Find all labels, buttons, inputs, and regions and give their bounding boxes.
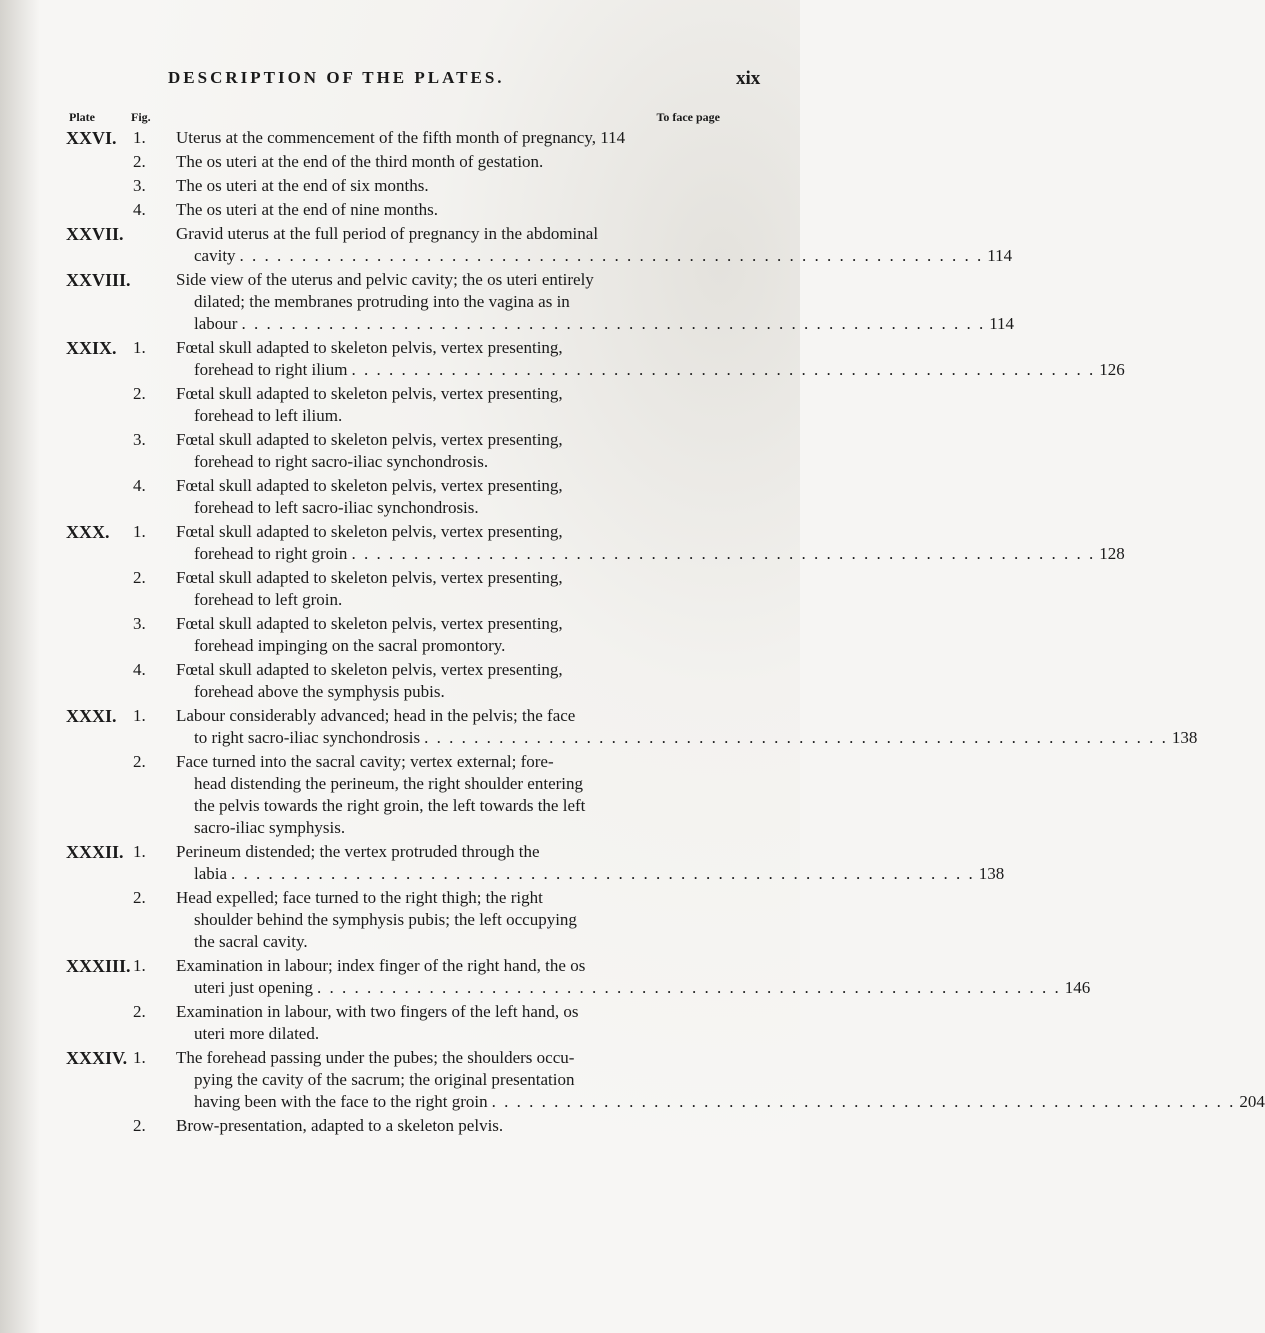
description-line: dilated; the membranes protruding into the vagina as in xyxy=(194,292,570,311)
description-leader-line xyxy=(176,245,1013,267)
column-headers xyxy=(0,110,800,128)
fig-number: 1. xyxy=(133,1048,146,1067)
plate-description xyxy=(176,199,708,221)
page-column-header: To face page xyxy=(656,110,720,124)
description-line: Uterus at the commencement of the fifth month of pregnancy, 114 xyxy=(176,128,626,147)
facing-page-number: 138 xyxy=(1171,728,1198,747)
description-leader-line xyxy=(176,359,1125,381)
fig-number: 2. xyxy=(133,152,146,171)
facing-page-number: 126 xyxy=(1099,360,1125,379)
dot-leader: . . . . . . . . . . . . . . . . . . . . . . . . . . . . . . . . . . . . . . . . . . . . . . . . . . . . . . . . . . . . xyxy=(231,864,975,883)
plate-number: XXX. xyxy=(66,522,110,542)
plate-description xyxy=(176,175,708,197)
description-line: forehead above the symphysis pubis. xyxy=(194,682,445,701)
plate-entry xyxy=(0,659,800,703)
plate-description xyxy=(176,613,708,657)
plate-entry xyxy=(0,1047,1265,1113)
plate-description xyxy=(176,705,1198,749)
description-leader-line xyxy=(176,977,1091,999)
description-line: Examination in labour, with two fingers of the left hand, os xyxy=(176,1002,579,1021)
description-leader-line xyxy=(176,863,1005,885)
plate-description xyxy=(176,337,1125,381)
dot-leader: . . . . . . . . . . . . . . . . . . . . . . . . . . . . . . . . . . . . . . . . . . . . . . . . . . . . . . . . . . . . xyxy=(316,978,1061,997)
fig-number: 1. xyxy=(133,706,146,725)
description-last-line: to right sacro-iliac synchondrosis xyxy=(194,728,421,747)
fig-number: 3. xyxy=(133,176,146,195)
fig-number: 1. xyxy=(133,128,146,147)
fig-number: 1. xyxy=(133,522,146,541)
description-line: The os uteri at the end of the third month of gestation. xyxy=(176,152,544,171)
plate-description xyxy=(176,659,708,703)
plate-description xyxy=(176,567,708,611)
facing-page-number: 138 xyxy=(978,864,1005,883)
description-line: Fœtal skull adapted to skeleton pelvis, vertex presenting, xyxy=(176,384,563,403)
plate-entry xyxy=(0,475,800,519)
header-title: DESCRIPTION OF THE PLATES. xyxy=(168,68,505,87)
fig-number: 4. xyxy=(133,200,146,219)
plate-description xyxy=(176,521,1125,565)
description-line: Perineum distended; the vertex protruded through the xyxy=(176,842,540,861)
dot-leader: . . . . . . . . . . . . . . . . . . . . . . . . . . . . . . . . . . . . . . . . . . . . . . . . . . . . . . . . . . . . xyxy=(351,544,1096,563)
description-line: Gravid uterus at the full period of pregnancy in the abdominal xyxy=(176,224,599,243)
plate-entry xyxy=(0,887,800,953)
plate-description xyxy=(176,841,1005,885)
description-line: Brow-presentation, adapted to a skeleton pelvis. xyxy=(176,1116,504,1135)
description-line: pying the cavity of the sacrum; the original presentation xyxy=(194,1070,575,1089)
facing-page-number: 204 xyxy=(1239,1092,1265,1111)
description-line: Fœtal skull adapted to skeleton pelvis, vertex presenting, xyxy=(176,614,563,633)
description-line: forehead to left sacro-iliac synchondrosis. xyxy=(194,498,479,517)
description-line: The os uteri at the end of six months. xyxy=(176,176,429,195)
header-page-number: xix xyxy=(736,68,761,89)
description-line: forehead to left groin. xyxy=(194,590,343,609)
plate-number: XXVIII. xyxy=(66,270,131,290)
plate-number: XXVII. xyxy=(66,224,124,244)
dot-leader: . . . . . . . . . . . . . . . . . . . . . . . . . . . . . . . . . . . . . . . . . . . . . . . . . . . . . . . . . . . . xyxy=(241,314,986,333)
plate-entry xyxy=(0,1115,800,1137)
plate-entry xyxy=(0,955,1091,999)
plate-entry xyxy=(0,175,800,197)
description-line: sacro-iliac symphysis. xyxy=(194,818,346,837)
plate-number: XXXIV. xyxy=(66,1048,128,1068)
fig-number: 4. xyxy=(133,660,146,679)
facing-page-number: 114 xyxy=(987,246,1013,265)
plate-description xyxy=(176,751,708,839)
fig-number: 3. xyxy=(133,430,146,449)
description-leader-line xyxy=(176,1091,1265,1113)
description-last-line: having been with the face to the right groin xyxy=(194,1092,488,1111)
plate-description xyxy=(176,955,1091,999)
plate-description xyxy=(176,475,708,519)
description-line: Labour considerably advanced; head in the pelvis; the face xyxy=(176,706,576,725)
plate-entry xyxy=(0,841,1005,885)
description-line: uteri more dilated. xyxy=(194,1024,320,1043)
description-last-line: labour xyxy=(194,314,238,333)
description-line: Face turned into the sacral cavity; vertex external; fore- xyxy=(176,752,554,771)
description-line: The os uteri at the end of nine months. xyxy=(176,200,439,219)
description-last-line: labia xyxy=(194,864,228,883)
description-line: forehead to left ilium. xyxy=(194,406,343,425)
fig-number: 2. xyxy=(133,752,146,771)
description-last-line: uteri just opening xyxy=(194,978,313,997)
dot-leader: . . . . . . . . . . . . . . . . . . . . . . . . . . . . . . . . . . . . . . . . . . . . . . . . . . . . . . . . . . . . xyxy=(424,728,1168,747)
fig-number: 1. xyxy=(133,842,146,861)
plate-entry xyxy=(0,223,1013,267)
facing-page-number: 114 xyxy=(989,314,1015,333)
description-line: Side view of the uterus and pelvic cavity; the os uteri entirely xyxy=(176,270,594,289)
description-line: forehead to right sacro-iliac synchondrosis. xyxy=(194,452,489,471)
plate-description xyxy=(176,127,708,149)
description-last-line: cavity xyxy=(194,246,236,265)
description-line: Fœtal skull adapted to skeleton pelvis, vertex presenting, xyxy=(176,568,563,587)
plate-entry xyxy=(0,613,800,657)
fig-number: 1. xyxy=(133,956,146,975)
description-line: Examination in labour; index finger of the right hand, the os xyxy=(176,956,586,975)
dot-leader: . . . . . . . . . . . . . . . . . . . . . . . . . . . . . . . . . . . . . . . . . . . . . . . . . . . . . . . . . . . . xyxy=(239,246,984,265)
description-leader-line xyxy=(176,313,1015,335)
plate-description xyxy=(176,151,708,173)
dot-leader: . . . . . . . . . . . . . . . . . . . . . . . . . . . . . . . . . . . . . . . . . . . . . . . . . . . . . . . . . . . . xyxy=(351,360,1096,379)
plate-number: XXXII. xyxy=(66,842,124,862)
running-header xyxy=(0,68,800,96)
plate-entry xyxy=(0,567,800,611)
plate-number: XXVI. xyxy=(66,128,117,148)
plate-description xyxy=(176,383,708,427)
facing-page-number: 146 xyxy=(1064,978,1091,997)
plate-description xyxy=(176,1001,708,1045)
dot-leader: . . . . . . . . . . . . . . . . . . . . . . . . . . . . . . . . . . . . . . . . . . . . . . . . . . . . . . . . . . . . xyxy=(491,1092,1236,1111)
plate-entry xyxy=(0,151,800,173)
plate-description xyxy=(176,1047,1265,1113)
plate-entry xyxy=(0,751,800,839)
description-line: shoulder behind the symphysis pubis; the left occupying xyxy=(194,910,577,929)
description-line: Head expelled; face turned to the right thigh; the right xyxy=(176,888,543,907)
plate-entry xyxy=(0,337,1125,381)
plate-description xyxy=(176,429,708,473)
fig-number: 1. xyxy=(133,338,146,357)
plate-number: XXIX. xyxy=(66,338,117,358)
description-last-line: forehead to right groin xyxy=(194,544,348,563)
fig-number: 4. xyxy=(133,476,146,495)
plate-number: XXXIII. xyxy=(66,956,131,976)
description-line: head distending the perineum, the right shoulder entering xyxy=(194,774,584,793)
description-line: the pelvis towards the right groin, the left towards the left xyxy=(194,796,586,815)
description-line: The forehead passing under the pubes; the shoulders occu- xyxy=(176,1048,575,1067)
description-line: Fœtal skull adapted to skeleton pelvis, vertex presenting, xyxy=(176,660,563,679)
plate-entry xyxy=(0,1001,800,1045)
plate-number: XXXI. xyxy=(66,706,117,726)
fig-number: 3. xyxy=(133,614,146,633)
description-line: Fœtal skull adapted to skeleton pelvis, vertex presenting, xyxy=(176,476,563,495)
description-line: the sacral cavity. xyxy=(194,932,308,951)
fig-number: 2. xyxy=(133,1002,146,1021)
description-line: Fœtal skull adapted to skeleton pelvis, vertex presenting, xyxy=(176,430,563,449)
fig-number: 2. xyxy=(133,1116,146,1135)
plate-description xyxy=(176,269,1015,335)
plate-description xyxy=(176,223,1013,267)
plate-entry xyxy=(0,383,800,427)
plate-description xyxy=(176,1115,708,1137)
plate-entry xyxy=(0,521,1125,565)
plate-entry xyxy=(0,269,1015,335)
description-last-line: forehead to right ilium xyxy=(194,360,348,379)
plate-list xyxy=(0,127,1265,1139)
fig-number: 2. xyxy=(133,568,146,587)
plate-entry xyxy=(0,705,1198,749)
description-line: forehead impinging on the sacral promontory. xyxy=(194,636,506,655)
fig-number: 2. xyxy=(133,888,146,907)
plate-entry xyxy=(0,127,800,149)
description-line: Fœtal skull adapted to skeleton pelvis, vertex presenting, xyxy=(176,338,563,357)
fig-number: 2. xyxy=(133,384,146,403)
plate-column-header: Plate xyxy=(69,110,95,124)
description-line: Fœtal skull adapted to skeleton pelvis, vertex presenting, xyxy=(176,522,563,541)
plate-entry xyxy=(0,199,800,221)
description-leader-line xyxy=(176,543,1125,565)
facing-page-number: 128 xyxy=(1099,544,1125,563)
fig-column-header: Fig. xyxy=(131,110,151,124)
description-leader-line xyxy=(176,727,1198,749)
plate-entry xyxy=(0,429,800,473)
plate-description xyxy=(176,887,708,953)
